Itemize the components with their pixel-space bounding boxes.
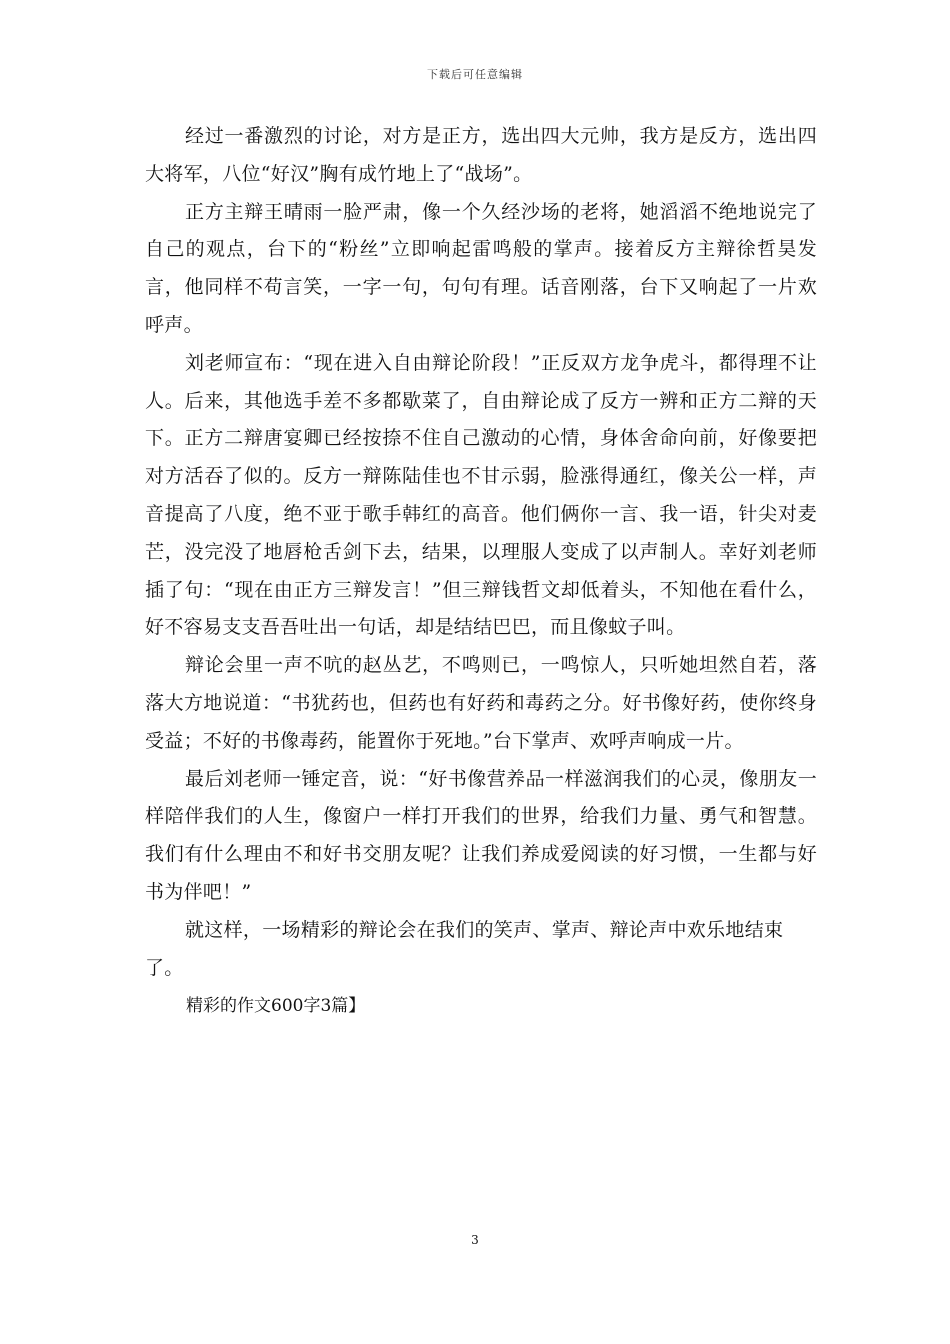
page-header: 下载后可任意编辑 bbox=[427, 68, 523, 81]
paragraph-3: 刘老师宣布：“现在进入自由辩论阶段！”正反双方龙争虎斗，都得理不让人。后来，其他选手差不多都歇菜了，自由辩论成了反方一辨和正方二辩的天下。正方二辩唐宴卿已经按捺不住自己激动的心情，身体舍命向前，好像要把对方活吞了似的。反方一辩陈陆佳也不甘示弱，脸涨得通红，像关公一样，声音提高了八度，绝不亚于歌手韩红的高音。他们俩你一言、我一语，针尖对麦芒，没完没了地唇枪舌剑下去，结果，以理服人变成了以声制人。幸好刘老师插了句：“现在由正方三辩发言！”但三辩钱哲文却低着头，不知他在看什么，好不容易支支吾吾吐出一句话，却是结结巴巴，而且像蚊子叫。 bbox=[145, 351, 817, 639]
document-body bbox=[145, 118, 817, 987]
paragraph-6: 就这样，一场精彩的辩论会在我们的笑声、掌声、辩论声中欢乐地结束了。 bbox=[145, 918, 784, 979]
paragraph-4: 辩论会里一声不吭的赵丛艺，不鸣则已，一鸣惊人，只听她坦然自若，落落大方地说道：“书犹药也，但药也有好药和毒药之分。好书像好药，使你终身受益；不好的书像毒药，能置你于死地。”台下掌声、欢呼声响成一片。 bbox=[145, 654, 817, 752]
section-title: 精彩的作文600字3篇】 bbox=[186, 996, 366, 1016]
paragraph-5: 最后刘老师一锤定音，说：“好书像营养品一样滋润我们的心灵，像朋友一样陪伴我们的人生，像窗户一样打开我们的世界，给我们力量、勇气和智慧。我们有什么理由不和好书交朋友呢？让我们养成爱阅读的好习惯，一生都与好书为伴吧！” bbox=[145, 767, 817, 903]
paragraph-2: 正方主辩王晴雨一脸严肃，像一个久经沙场的老将，她滔滔不绝地说完了自己的观点，台下的“粉丝”立即响起雷鸣般的掌声。接着反方主辩徐哲昊发言，他同样不苟言笑，一字一句，句句有理。话音刚落，台下又响起了一片欢呼声。 bbox=[145, 200, 817, 336]
page-number: 3 bbox=[471, 1233, 479, 1247]
paragraph-1: 经过一番激烈的讨论，对方是正方，选出四大元帅，我方是反方，选出四大将军，八位“好汉”胸有成竹地上了“战场”。 bbox=[145, 125, 817, 185]
